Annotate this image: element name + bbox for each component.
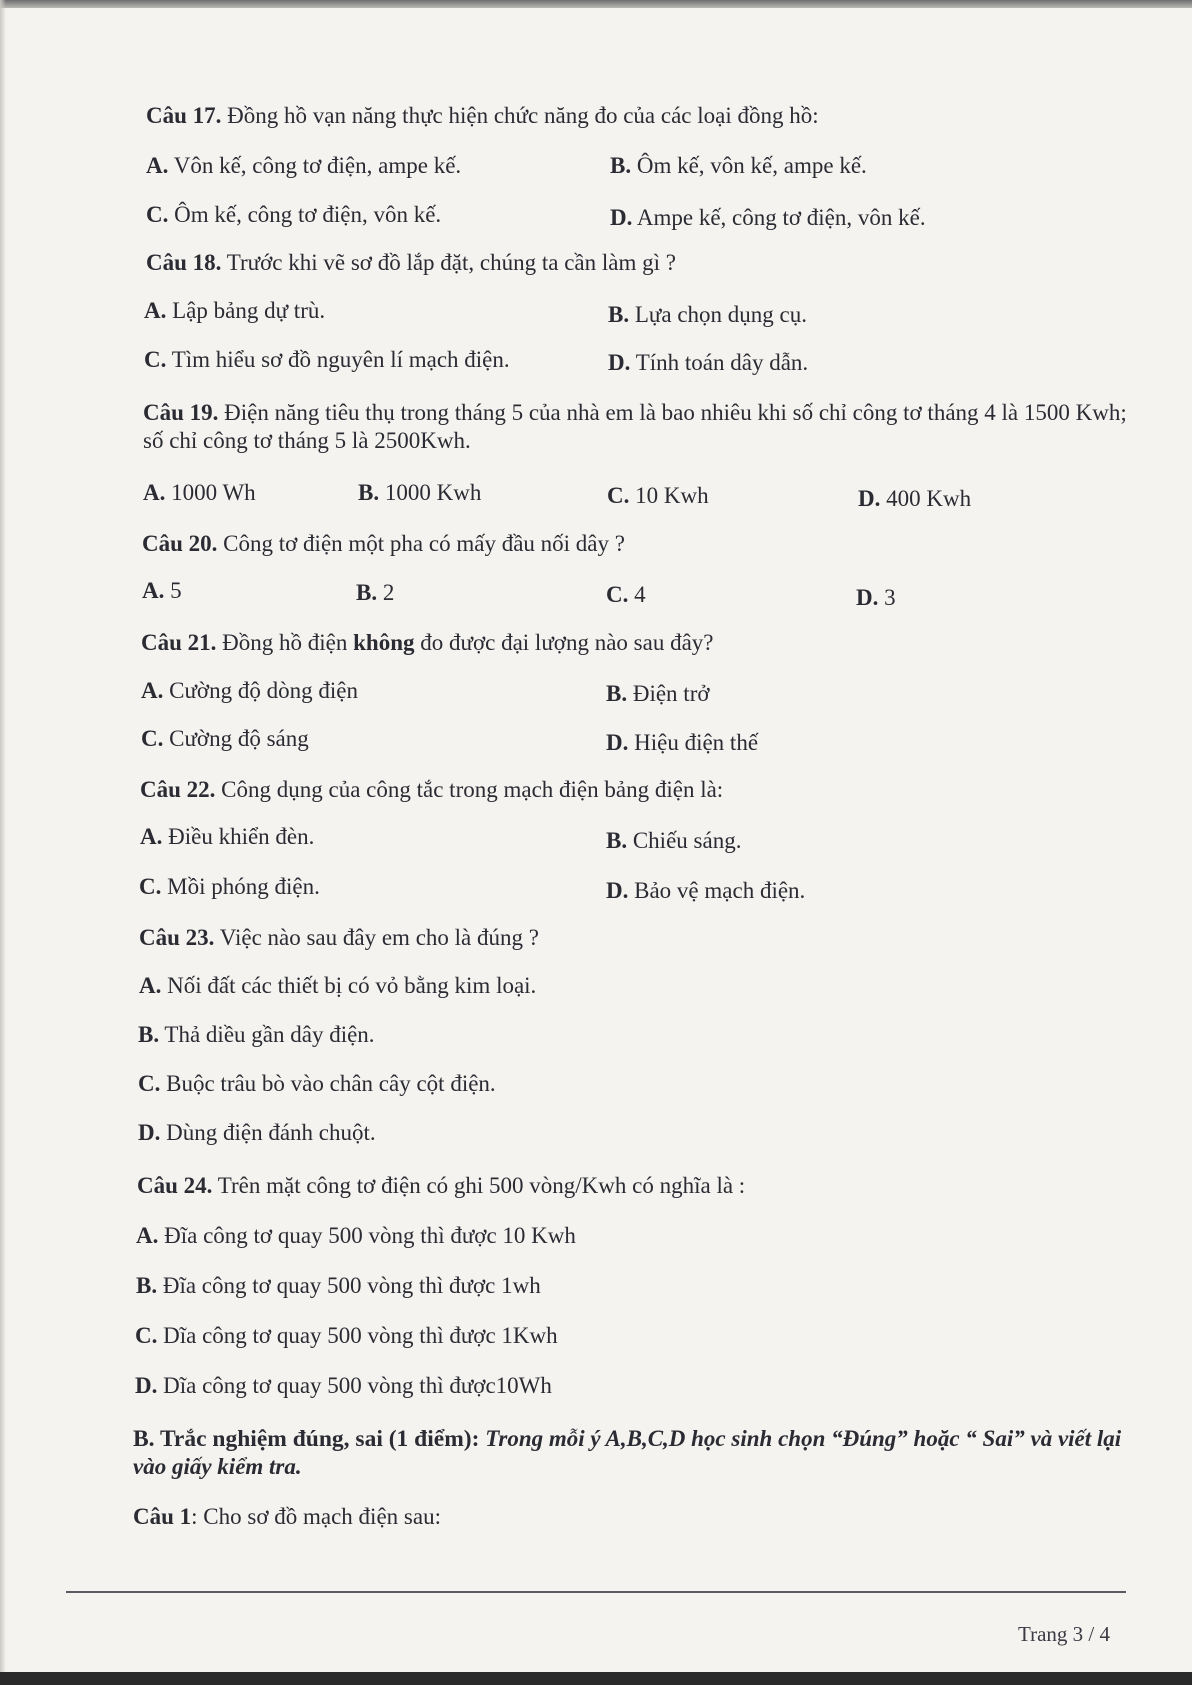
footer-divider (66, 1591, 1126, 1593)
question-21: Câu 21. Đồng hồ điện không đo được đại lượng nào sau đây? (141, 630, 714, 655)
option-21b: B. Điện trở (606, 681, 710, 706)
option-19a: A. 1000 Wh (143, 480, 256, 505)
option-19c: C. 10 Kwh (607, 483, 709, 508)
option-22b: B. Chiếu sáng. (606, 828, 742, 853)
question-20: Câu 20. Công tơ điện một pha có mấy đầu nối dây ? (142, 531, 625, 556)
section-b-heading (133, 1425, 1133, 1481)
option-17a: A. Vôn kế, công tơ điện, ampe kế. (146, 153, 462, 178)
option-18a: A. Lập bảng dự trù. (144, 298, 326, 323)
option-19b: B. 1000 Kwh (358, 480, 482, 505)
question-b1: Câu 1: Cho sơ đồ mạch điện sau: (133, 1504, 441, 1529)
question-23: Câu 23. Việc nào sau đây em cho là đúng ? (139, 925, 539, 950)
question-label: Câu 17. (146, 103, 222, 128)
option-17d: D. Ampe kế, công tơ điện, vôn kế. (610, 205, 926, 230)
option-24d: D. Dĩa công tơ quay 500 vòng thì được10Wh (135, 1373, 552, 1398)
question-24: Câu 24. Trên mặt công tơ điện có ghi 500 vòng/Kwh có nghĩa là : (137, 1173, 746, 1198)
option-18d: D. Tính toán dây dẫn. (608, 350, 809, 375)
option-22a: A. Điều khiển đèn. (140, 824, 315, 849)
option-24c: C. Dĩa công tơ quay 500 vòng thì được 1Kwh (135, 1323, 558, 1348)
option-18c: C. Tìm hiểu sơ đồ nguyên lí mạch điện. (144, 347, 510, 372)
question-17 (146, 102, 819, 130)
question-18: Câu 18. Trước khi vẽ sơ đồ lắp đặt, chúng ta cần làm gì ? (146, 250, 676, 275)
section-b-title: B. Trắc nghiệm đúng, sai (1 điểm): (133, 1426, 480, 1452)
page-number: Trang 3 / 4 (1018, 1622, 1110, 1646)
option-24b: B. Đĩa công tơ quay 500 vòng thì được 1wh (136, 1273, 541, 1298)
option-17b: B. Ôm kế, vôn kế, ampe kế. (610, 153, 867, 178)
option-21a: A. Cường độ dòng điện (141, 678, 358, 703)
option-23b: B. Thả diều gần dây điện. (138, 1022, 375, 1047)
option-23a: A. Nối đất các thiết bị có vỏ bằng kim loại. (139, 973, 537, 998)
section-b-instruction: Trong mỗi ý A,B,C,D học sinh chọn “Đúng” hoặc “ Sai” và viết lại vào giấy kiểm tra. (133, 1426, 1122, 1479)
option-24a: A. Đĩa công tơ quay 500 vòng thì được 10 Kwh (136, 1223, 576, 1248)
question-text: Đồng hồ vạn năng thực hiện chức năng đo của các loại đồng hồ: (221, 103, 819, 128)
option-21d: D. Hiệu điện thế (606, 730, 759, 755)
option-20c: C. 4 (606, 582, 646, 607)
option-23d: D. Dùng điện đánh chuột. (138, 1120, 376, 1145)
option-18b: B. Lựa chọn dụng cụ. (608, 302, 807, 327)
question-19: Câu 19. Điện năng tiêu thụ trong tháng 5 của nhà em là bao nhiêu khi số chỉ công tơ tháng 4 là 1500 Kwh; số chỉ công tơ tháng 5 là 2500Kwh. (143, 400, 1127, 453)
option-20a: A. 5 (142, 578, 182, 603)
option-17c: C. Ôm kế, công tơ điện, vôn kế. (146, 202, 442, 227)
option-19d: D. 400 Kwh (858, 486, 972, 511)
option-22c: C. Mồi phóng điện. (139, 874, 320, 899)
scan-edge-bottom (0, 1672, 1192, 1685)
option-23c: C. Buộc trâu bò vào chân cây cột điện. (138, 1071, 496, 1096)
question-22: Câu 22. Công dụng của công tắc trong mạch điện bảng điện là: (140, 777, 724, 802)
option-22d: D. Bảo vệ mạch điện. (606, 878, 806, 903)
option-21c: C. Cường độ sáng (141, 726, 309, 751)
option-20d: D. 3 (856, 585, 896, 610)
option-20b: B. 2 (356, 580, 395, 605)
